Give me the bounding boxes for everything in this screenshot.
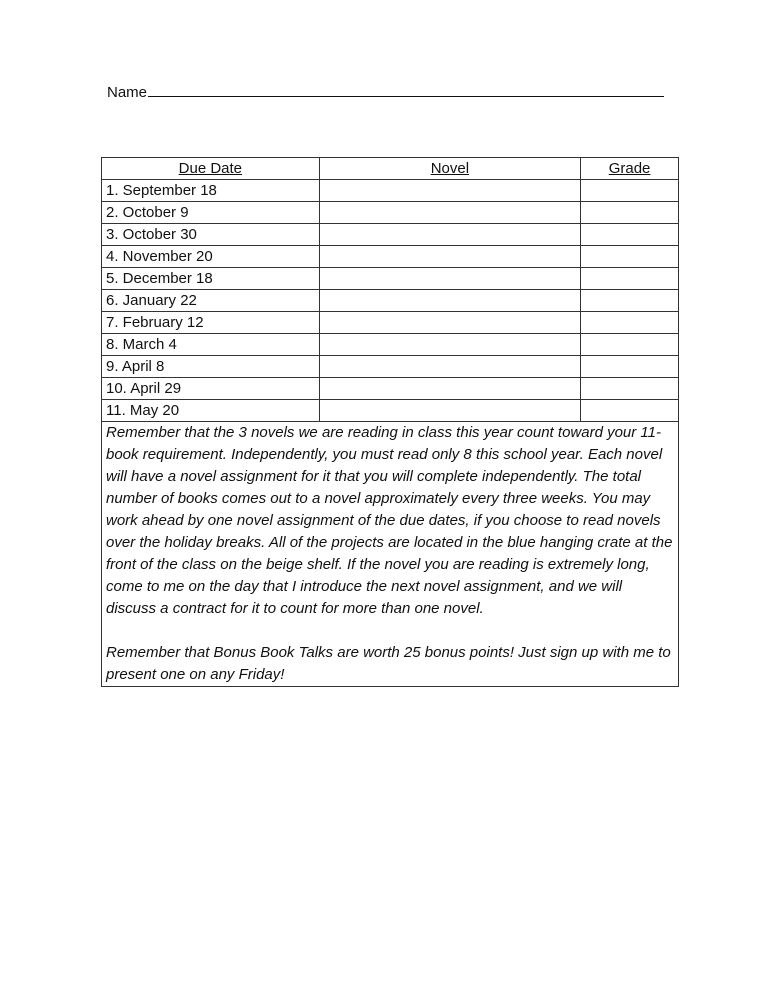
novel-cell[interactable] — [319, 378, 580, 400]
due-date-cell: 10. April 29 — [102, 378, 320, 400]
due-date-cell: 5. December 18 — [102, 268, 320, 290]
grade-cell[interactable] — [581, 290, 679, 312]
due-date-cell: 7. February 12 — [102, 312, 320, 334]
reading-log-table — [101, 157, 679, 687]
novel-cell[interactable] — [319, 334, 580, 356]
table-row — [102, 180, 679, 202]
grade-cell[interactable] — [581, 334, 679, 356]
grade-cell[interactable] — [581, 378, 679, 400]
table-row — [102, 334, 679, 356]
table-row — [102, 246, 679, 268]
grade-cell[interactable] — [581, 246, 679, 268]
table-row — [102, 202, 679, 224]
grade-cell[interactable] — [581, 312, 679, 334]
notes-paragraph-requirements: Remember that the 3 novels we are reading in class this year count toward your 11-book requirement. Independently, you must read only 8 this school year. Each novel will have a novel assignment for it that you will complete independently. The total number of books comes out to a novel approximately every three weeks. You may work ahead by one novel assignment of the due dates, if you choose to read novels over the holiday breaks. All of the projects are located in the blue hanging crate at the front of the class on the beige shelf. If the novel you are reading is extremely long, come to me on the day that I introduce the next novel assignment, and we will discuss a contract for it to count for more than one novel. — [106, 424, 673, 617]
grade-cell[interactable] — [581, 224, 679, 246]
notes-paragraph-bonus: Remember that Bonus Book Talks are worth 25 bonus points! Just sign up with me to present one on any Friday! — [106, 644, 671, 683]
novel-cell[interactable] — [319, 224, 580, 246]
grade-cell[interactable] — [581, 268, 679, 290]
novel-cell[interactable] — [319, 202, 580, 224]
novel-cell[interactable] — [319, 312, 580, 334]
column-header-novel: Novel — [319, 158, 580, 180]
novel-cell[interactable] — [319, 356, 580, 378]
table-header-row — [102, 158, 679, 180]
table-row — [102, 400, 679, 422]
notes-cell — [102, 422, 679, 687]
novel-cell[interactable] — [319, 268, 580, 290]
novel-cell[interactable] — [319, 246, 580, 268]
column-header-due-date: Due Date — [102, 158, 320, 180]
table-row — [102, 312, 679, 334]
due-date-cell: 4. November 20 — [102, 246, 320, 268]
novel-cell[interactable] — [319, 180, 580, 202]
due-date-cell: 2. October 9 — [102, 202, 320, 224]
name-label: Name — [107, 84, 148, 101]
due-date-cell: 8. March 4 — [102, 334, 320, 356]
grade-cell[interactable] — [581, 400, 679, 422]
column-header-grade: Grade — [581, 158, 679, 180]
grade-cell[interactable] — [581, 180, 679, 202]
table-row — [102, 356, 679, 378]
due-date-cell: 9. April 8 — [102, 356, 320, 378]
novel-cell[interactable] — [319, 290, 580, 312]
name-field[interactable] — [107, 80, 664, 101]
name-underline[interactable] — [148, 80, 664, 97]
due-date-cell: 11. May 20 — [102, 400, 320, 422]
table-row — [102, 268, 679, 290]
grade-cell[interactable] — [581, 202, 679, 224]
table-row — [102, 290, 679, 312]
grade-cell[interactable] — [581, 356, 679, 378]
due-date-cell: 3. October 30 — [102, 224, 320, 246]
table-row — [102, 224, 679, 246]
notes-row — [102, 422, 679, 687]
table-row — [102, 378, 679, 400]
novel-cell[interactable] — [319, 400, 580, 422]
due-date-cell: 6. January 22 — [102, 290, 320, 312]
due-date-cell: 1. September 18 — [102, 180, 320, 202]
